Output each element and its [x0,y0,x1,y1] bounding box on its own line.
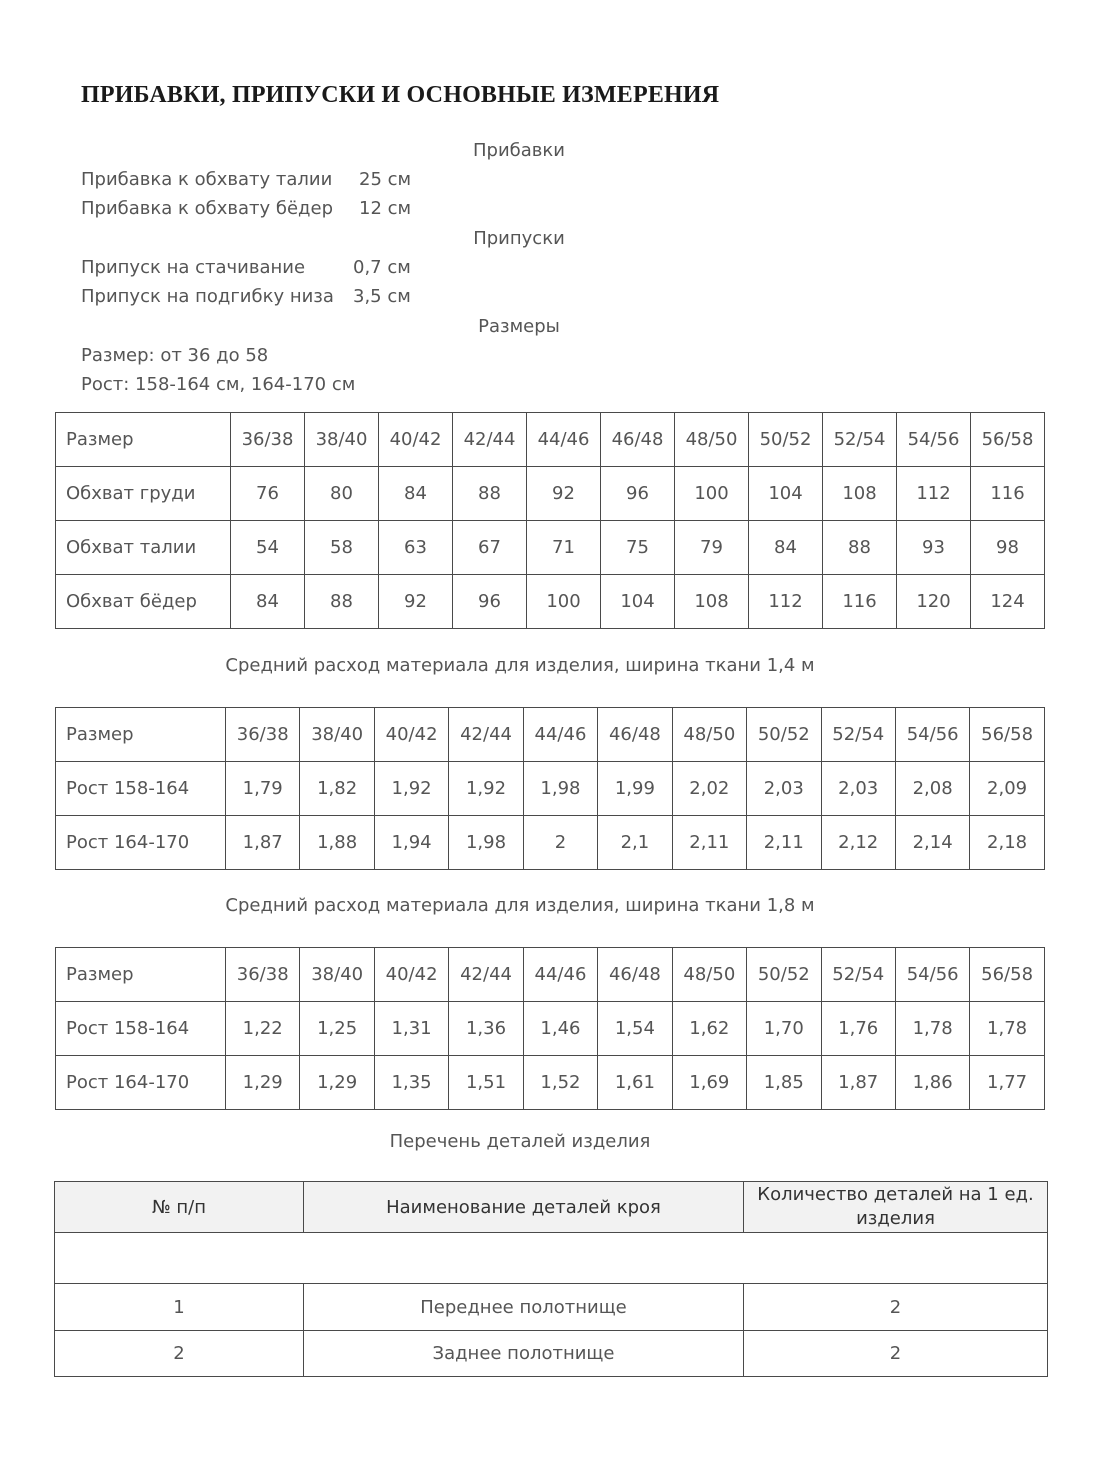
table-cell: 1,82 [300,762,374,816]
sizes-heading: Размеры [478,316,560,337]
size-header-cell: 52/54 [823,413,897,467]
size-header-cell: 52/54 [821,708,895,762]
table-cell: 1,54 [598,1002,672,1056]
table-cell: 1,52 [523,1056,597,1110]
table-cell: 1,99 [598,762,672,816]
size-header-cell: 50/52 [747,708,821,762]
table-cell: 79 [675,521,749,575]
table-cell: 2,02 [672,762,746,816]
table-cell: 76 [231,467,305,521]
size-header-cell: 54/56 [895,948,969,1002]
consumption-18-caption: Средний расход материала для изделия, ширина ткани 1,8 м [225,895,815,916]
size-header-cell: 46/48 [601,413,675,467]
table-row [56,575,1045,629]
allowance-waist-label: Прибавка к обхвату талии [81,169,333,190]
size-header-cell: 38/40 [300,948,374,1002]
table-row [55,1331,1048,1377]
table-cell: 2,11 [672,816,746,870]
table-row [56,467,1045,521]
size-header-cell: 36/38 [226,708,300,762]
header-label-cell: Размер [56,413,231,467]
size-header-cell: 50/52 [747,948,821,1002]
page-title: ПРИБАВКИ, ПРИПУСКИ И ОСНОВНЫЕ ИЗМЕРЕНИЯ [81,82,720,108]
table-cell: 58 [305,521,379,575]
size-header-cell: 52/54 [821,948,895,1002]
parts-empty-row [55,1233,1048,1284]
table-cell: 1,85 [747,1056,821,1110]
header-label-cell: Размер [56,708,226,762]
table-row [56,762,1045,816]
table-cell: 1,69 [672,1056,746,1110]
allowance-waist-value: 25 см [359,169,412,190]
table-cell: 1,51 [449,1056,523,1110]
table-header-row [56,948,1045,1002]
size-header-cell: 50/52 [749,413,823,467]
size-header-cell: 42/44 [449,948,523,1002]
table-cell: 84 [379,467,453,521]
table-cell: 1,92 [449,762,523,816]
parts-header-count: Количество деталей на 1 ед. изделия [744,1182,1048,1233]
size-header-cell: 54/56 [895,708,969,762]
table-cell: 63 [379,521,453,575]
size-header-cell: 56/58 [970,948,1044,1002]
size-header-cell: 48/50 [672,708,746,762]
height-range: Рост: 158-164 см, 164-170 см [81,374,356,395]
parts-empty-cell [55,1233,1048,1284]
part-name: Заднее полотнище [304,1331,744,1377]
table-cell: 1,87 [226,816,300,870]
table-row [56,521,1045,575]
seam-hem-label: Припуск на подгибку низа [81,286,334,307]
table-cell: 1,78 [970,1002,1044,1056]
seam-stitch [81,257,411,278]
size-header-cell: 38/40 [305,413,379,467]
table-cell: 1,31 [374,1002,448,1056]
table-cell: 100 [527,575,601,629]
table-cell: 2,18 [970,816,1044,870]
table-cell: 80 [305,467,379,521]
row-label-cell: Обхват груди [56,467,231,521]
table-cell: 1,29 [226,1056,300,1110]
table-cell: 124 [971,575,1045,629]
size-header-cell: 42/44 [453,413,527,467]
row-label-cell: Обхват бёдер [56,575,231,629]
table-cell: 93 [897,521,971,575]
table-cell: 2,14 [895,816,969,870]
table-cell: 1,70 [747,1002,821,1056]
table-row [56,1056,1045,1110]
part-count: 2 [744,1284,1048,1331]
consumption-14-table [55,707,1045,870]
size-header-cell: 40/42 [374,948,448,1002]
table-cell: 2,1 [598,816,672,870]
table-cell: 100 [675,467,749,521]
table-cell: 2,11 [747,816,821,870]
table-header-row [56,413,1045,467]
parts-table [54,1181,1048,1377]
table-cell: 104 [601,575,675,629]
table-cell: 88 [305,575,379,629]
size-header-cell: 36/38 [226,948,300,1002]
table-cell: 1,98 [523,762,597,816]
table-cell: 2,09 [970,762,1044,816]
table-cell: 112 [749,575,823,629]
table-cell: 1,88 [300,816,374,870]
table-cell: 120 [897,575,971,629]
header-label-cell: Размер [56,948,226,1002]
table-cell: 1,22 [226,1002,300,1056]
seam-stitch-value: 0,7 см [353,257,411,278]
size-header-cell: 48/50 [675,413,749,467]
table-cell: 1,36 [449,1002,523,1056]
table-cell: 88 [823,521,897,575]
size-header-cell: 42/44 [449,708,523,762]
size-header-cell: 44/46 [523,708,597,762]
allowance-waist [81,169,412,190]
size-header-cell: 40/42 [374,708,448,762]
table-cell: 1,76 [821,1002,895,1056]
table-row [56,1002,1045,1056]
size-header-cell: 38/40 [300,708,374,762]
table-cell: 2,12 [821,816,895,870]
table-cell: 2,03 [747,762,821,816]
table-cell: 84 [749,521,823,575]
seams-heading: Припуски [473,228,565,249]
table-row [56,816,1045,870]
table-cell: 1,78 [895,1002,969,1056]
seam-stitch-label: Припуск на стачивание [81,257,306,278]
table-cell: 1,87 [821,1056,895,1110]
table-cell: 1,92 [374,762,448,816]
table-cell: 1,62 [672,1002,746,1056]
size-header-cell: 46/48 [598,708,672,762]
table-cell: 96 [453,575,527,629]
parts-header-number: № п/п [55,1182,304,1233]
size-header-cell: 56/58 [970,708,1044,762]
table-row [55,1284,1048,1331]
part-number: 1 [55,1284,304,1331]
table-cell: 98 [971,521,1045,575]
size-range: Размер: от 36 до 58 [81,345,269,366]
consumption-18-table [55,947,1045,1110]
table-cell: 1,35 [374,1056,448,1110]
allowance-hip-label: Прибавка к обхвату бёдер [81,198,333,219]
size-header-cell: 56/58 [971,413,1045,467]
parts-header-row [55,1182,1048,1233]
table-cell: 116 [971,467,1045,521]
seam-hem [81,286,411,307]
table-cell: 2 [523,816,597,870]
table-cell: 1,79 [226,762,300,816]
table-cell: 1,94 [374,816,448,870]
size-header-cell: 48/50 [672,948,746,1002]
part-name: Переднее полотнище [304,1284,744,1331]
table-cell: 75 [601,521,675,575]
size-header-cell: 44/46 [527,413,601,467]
table-cell: 71 [527,521,601,575]
table-cell: 104 [749,467,823,521]
table-cell: 67 [453,521,527,575]
table-cell: 84 [231,575,305,629]
allowance-hip [81,198,412,219]
size-header-cell: 46/48 [598,948,672,1002]
table-header-row [56,708,1045,762]
parts-caption: Перечень деталей изделия [389,1131,651,1152]
measurements-table [55,412,1045,629]
table-cell: 92 [527,467,601,521]
table-cell: 1,98 [449,816,523,870]
size-header-cell: 44/46 [523,948,597,1002]
table-cell: 1,25 [300,1002,374,1056]
parts-header-name: Наименование деталей кроя [304,1182,744,1233]
size-header-cell: 36/38 [231,413,305,467]
consumption-14-caption: Средний расход материала для изделия, ширина ткани 1,4 м [225,655,815,676]
table-cell: 1,77 [970,1056,1044,1110]
table-cell: 116 [823,575,897,629]
table-cell: 112 [897,467,971,521]
size-header-cell: 54/56 [897,413,971,467]
table-cell: 1,29 [300,1056,374,1110]
row-label-cell: Рост 158-164 [56,1002,226,1056]
part-number: 2 [55,1331,304,1377]
table-cell: 1,46 [523,1002,597,1056]
table-cell: 1,61 [598,1056,672,1110]
row-label-cell: Рост 164-170 [56,816,226,870]
part-count: 2 [744,1331,1048,1377]
table-cell: 2,03 [821,762,895,816]
table-cell: 96 [601,467,675,521]
table-cell: 108 [675,575,749,629]
table-cell: 1,86 [895,1056,969,1110]
row-label-cell: Рост 164-170 [56,1056,226,1110]
seam-hem-value: 3,5 см [353,286,411,307]
table-cell: 54 [231,521,305,575]
allowances-heading: Прибавки [473,140,565,161]
size-header-cell: 40/42 [379,413,453,467]
table-cell: 108 [823,467,897,521]
row-label-cell: Рост 158-164 [56,762,226,816]
allowance-hip-value: 12 см [359,198,412,219]
row-label-cell: Обхват талии [56,521,231,575]
table-cell: 2,08 [895,762,969,816]
table-cell: 92 [379,575,453,629]
table-cell: 88 [453,467,527,521]
